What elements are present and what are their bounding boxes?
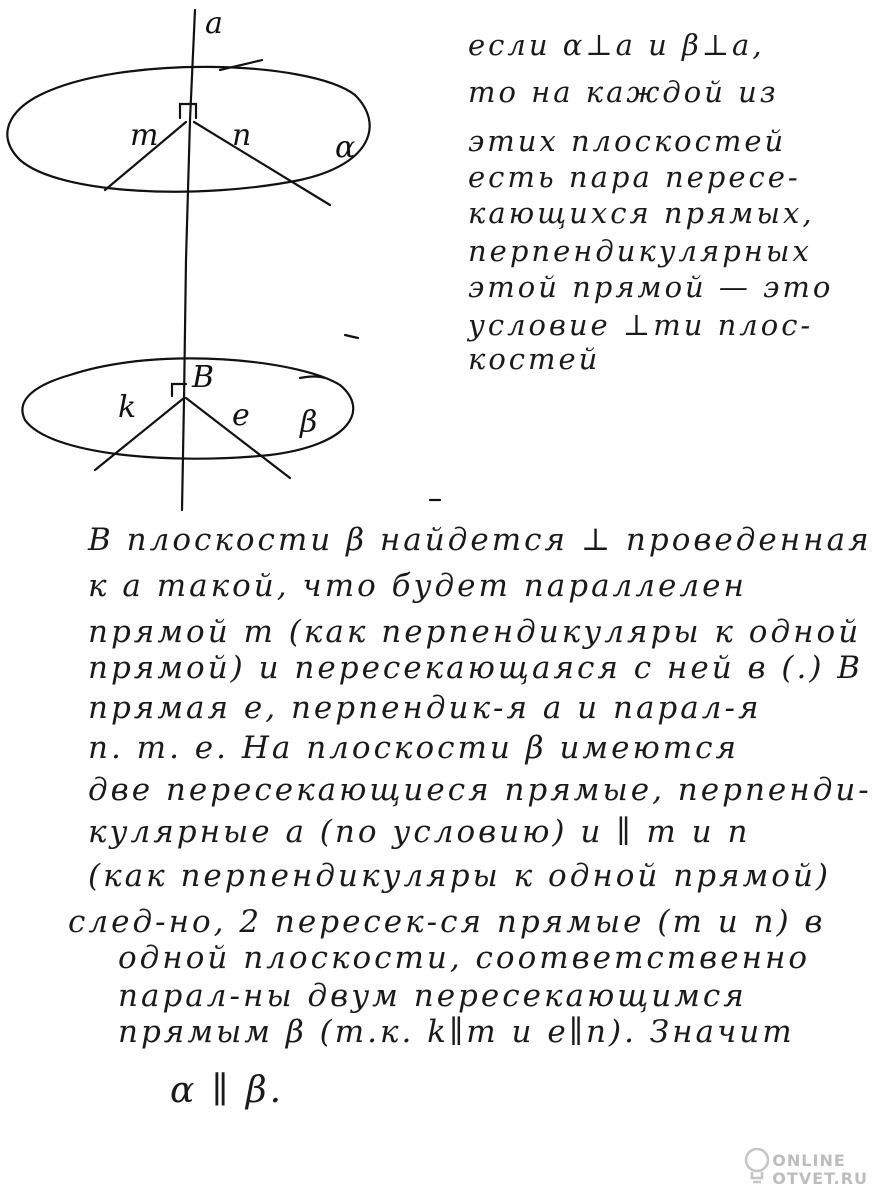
side-note-line: этих плоскостей bbox=[468, 124, 787, 158]
line-n bbox=[194, 122, 330, 205]
solution-line: В плоскости β найдется ⊥ проведенная bbox=[88, 522, 872, 558]
side-note-line: условие ⊥ти плос- bbox=[468, 308, 814, 342]
side-note-line: то на каждой из bbox=[468, 75, 779, 109]
solution-line: две пересекающиеся прямые, перпенди- bbox=[88, 772, 872, 808]
solution-line: к a такой, что будет параллелен bbox=[88, 568, 747, 604]
label-alpha: α bbox=[335, 130, 356, 165]
solution-line: прямым β (т.к. k∥m и e∥n). Значит bbox=[118, 1014, 795, 1050]
side-note-line: кающихся прямых, bbox=[468, 196, 815, 230]
solution-line: α ∥ β. bbox=[170, 1070, 285, 1111]
side-note-line: перпендикулярных bbox=[468, 234, 812, 268]
label-point-b: B bbox=[192, 360, 215, 395]
stray-mark-1 bbox=[345, 335, 358, 338]
plane-beta-tick bbox=[300, 377, 325, 379]
label-n: n bbox=[232, 118, 252, 153]
solution-line: прямая e, перпендик-я a и парал-я bbox=[88, 690, 762, 726]
solution-line: кулярные a (по условию) и ∥ m и n bbox=[88, 814, 751, 850]
solution-line: (как перпендикуляры к одной прямой) bbox=[88, 858, 831, 894]
label-k: k bbox=[118, 390, 137, 425]
solution-line: след-но, 2 пересек-ся прямые (m и n) в bbox=[68, 904, 826, 940]
solution-line: одной плоскости, соответственно bbox=[118, 940, 811, 976]
line-a bbox=[182, 10, 195, 510]
planes-diagram bbox=[0, 0, 460, 520]
label-beta: β bbox=[300, 405, 318, 440]
side-note-line: если α⊥a и β⊥a, bbox=[468, 28, 765, 62]
watermark-line-2: OTVET.RU bbox=[772, 1169, 868, 1188]
solution-line: n. т. е. На плоскости β имеются bbox=[88, 730, 740, 766]
solution-line: прямой) и пересекающаяся с ней в (.) B bbox=[88, 650, 864, 686]
label-line-a: a bbox=[205, 6, 223, 41]
right-angle-top bbox=[180, 104, 196, 118]
label-m: m bbox=[130, 118, 159, 153]
watermark-line-1: ONLINE bbox=[772, 1151, 846, 1170]
solution-line: парал-ны двум пересекающимся bbox=[118, 978, 747, 1014]
watermark-logo bbox=[772, 1152, 868, 1188]
side-note-line: этой прямой — это bbox=[468, 270, 834, 304]
solution-line: прямой m (как перпендикуляры к одной bbox=[88, 614, 862, 650]
side-note-line: есть пара пересе- bbox=[468, 160, 801, 194]
side-note-line: костей bbox=[468, 342, 601, 376]
lightbulb-icon bbox=[742, 1146, 772, 1186]
label-l: e bbox=[232, 398, 250, 433]
